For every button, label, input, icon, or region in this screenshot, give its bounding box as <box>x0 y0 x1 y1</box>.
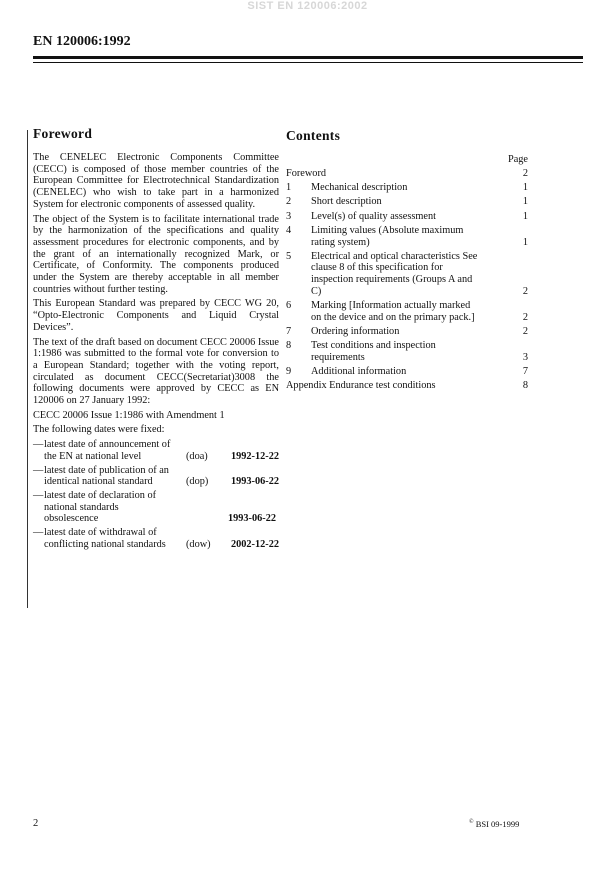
header-rule-thick <box>33 56 583 59</box>
toc-entry-number: 9 <box>286 366 292 378</box>
copyright-symbol: © <box>469 819 474 826</box>
page-column-header: Page <box>507 154 528 165</box>
change-bar <box>27 130 28 608</box>
toc-entry-page: 2 <box>522 285 528 297</box>
date-description: latest date of announcement of the EN at national level <box>44 439 171 462</box>
toc-entry-number: 8 <box>286 340 292 352</box>
table-of-contents <box>286 168 528 394</box>
toc-entry-page: 1 <box>522 182 528 194</box>
toc-entry-title: Test conditions and inspection requirements <box>311 340 436 363</box>
toc-entry-page: 3 <box>522 351 528 363</box>
toc-entry-page: 2 <box>522 168 528 179</box>
toc-entry-number: 2 <box>286 196 292 208</box>
toc-entry-page: 8 <box>522 380 528 392</box>
dash-marker: — <box>33 439 44 451</box>
date-value: 1993-06-22 <box>227 513 276 525</box>
toc-entry[interactable] <box>286 251 528 298</box>
dash-marker: — <box>33 527 44 539</box>
toc-entry-title: Limiting values (Absolute maximum rating system) <box>311 224 464 248</box>
toc-entry[interactable] <box>286 211 528 223</box>
date-item <box>33 527 279 550</box>
toc-entry-page: 1 <box>522 210 528 222</box>
toc-entry-title: Foreword <box>286 168 327 179</box>
foreword-section <box>33 126 279 553</box>
toc-entry[interactable] <box>286 168 528 180</box>
toc-entry-title: Ordering information <box>311 325 400 337</box>
foreword-paragraph: This European Standard was prepared by CECC WG 20, “Opto-Electronic Components and Liquid Crystal Devices”. <box>33 298 279 333</box>
toc-entry[interactable] <box>286 326 528 338</box>
dash-marker: — <box>33 464 44 476</box>
toc-entry-number: 3 <box>286 210 292 222</box>
date-value: 2002-12-22 <box>230 538 279 550</box>
toc-entry-number: 4 <box>286 224 292 236</box>
watermark: SIST EN 120006:2002 <box>247 0 368 12</box>
copyright-text: BSI 09-1999 <box>475 819 520 829</box>
date-value: 1992-12-22 <box>230 450 279 462</box>
foreword-paragraph: CECC 20006 Issue 1:1986 with Amendment 1 <box>33 409 225 421</box>
date-value: 1993-06-22 <box>230 476 279 488</box>
toc-entry-page: 2 <box>522 311 528 323</box>
toc-entry-title: Level(s) of quality assessment <box>311 210 436 222</box>
toc-entry[interactable] <box>286 300 528 323</box>
toc-entry-number: 6 <box>286 300 292 312</box>
foreword-paragraph: The CENELEC Electronic Components Committee (CECC) is composed of those member countries of the European Committee for Electrotechnical Standardization (CENELEC) who wish to take part in a harmonized System for electronic components of assessed quality. <box>33 152 279 210</box>
document-id: EN 120006:1992 <box>33 34 131 49</box>
toc-entry-page: 1 <box>522 236 528 248</box>
toc-entry[interactable] <box>286 340 528 363</box>
toc-entry-number: 1 <box>286 182 292 194</box>
toc-entry[interactable] <box>286 380 528 392</box>
toc-entry-title: Short description <box>311 196 382 208</box>
toc-entry-page: 1 <box>522 196 528 208</box>
date-description: latest date of withdrawal of conflicting national standards <box>44 527 166 550</box>
page-number: 2 <box>33 818 39 829</box>
toc-entry-title: Appendix Endurance test conditions <box>286 380 436 392</box>
date-item <box>33 490 279 525</box>
toc-entry[interactable] <box>286 182 528 194</box>
foreword-title: Foreword <box>33 126 93 141</box>
date-item <box>33 465 279 488</box>
toc-entry-number: 5 <box>286 250 292 262</box>
toc-entry[interactable] <box>286 225 528 248</box>
copyright-notice <box>469 819 519 829</box>
dash-marker: — <box>33 489 44 501</box>
date-code: (dow) <box>186 538 211 550</box>
toc-entry-title: Marking [Information actually marked on the device and on the primary pack.] <box>311 300 475 323</box>
toc-entry-number: 7 <box>286 325 292 337</box>
date-description: latest date of declaration of national standards obsolescence <box>44 489 157 525</box>
date-code: (dop) <box>186 476 209 488</box>
toc-entry-title: Mechanical description <box>311 182 408 194</box>
date-item <box>33 439 279 462</box>
toc-entry-page: 7 <box>522 366 528 378</box>
toc-entry-title: Additional information <box>311 366 407 378</box>
dates-list <box>33 439 279 550</box>
foreword-paragraph: The text of the draft based on document CECC 20006 Issue 1:1986 was submitted to the formal vote for conversion to a European Standard; together with the voting report, circulated as document CECC(Secretariat)3008 the following documents were approved by CECC as EN 120006 on 27 January 1992: <box>33 336 279 407</box>
foreword-paragraph: The object of the System is to facilitate international trade by the harmonization of the specifications and quality assessment procedures for electronic components, and by the grant of an internationally recognized Mark, or Certificate, of Conformity. The components produced under the System are thereby acceptable in all member countries without further testing. <box>33 213 279 295</box>
toc-entry-title: Electrical and optical characteristics See clause 8 of this specification for inspection requirements (Groups A and C) <box>311 250 478 297</box>
header-rule-thin <box>33 62 583 63</box>
contents-section <box>286 128 528 392</box>
contents-title: Contents <box>286 128 341 143</box>
toc-entry-page: 2 <box>522 325 528 337</box>
foreword-paragraph: The following dates were fixed: <box>33 424 165 436</box>
toc-entry[interactable] <box>286 366 528 378</box>
date-description: latest date of publication of an identical national standard <box>44 464 169 488</box>
toc-entry[interactable] <box>286 196 528 208</box>
date-code: (doa) <box>186 450 208 462</box>
